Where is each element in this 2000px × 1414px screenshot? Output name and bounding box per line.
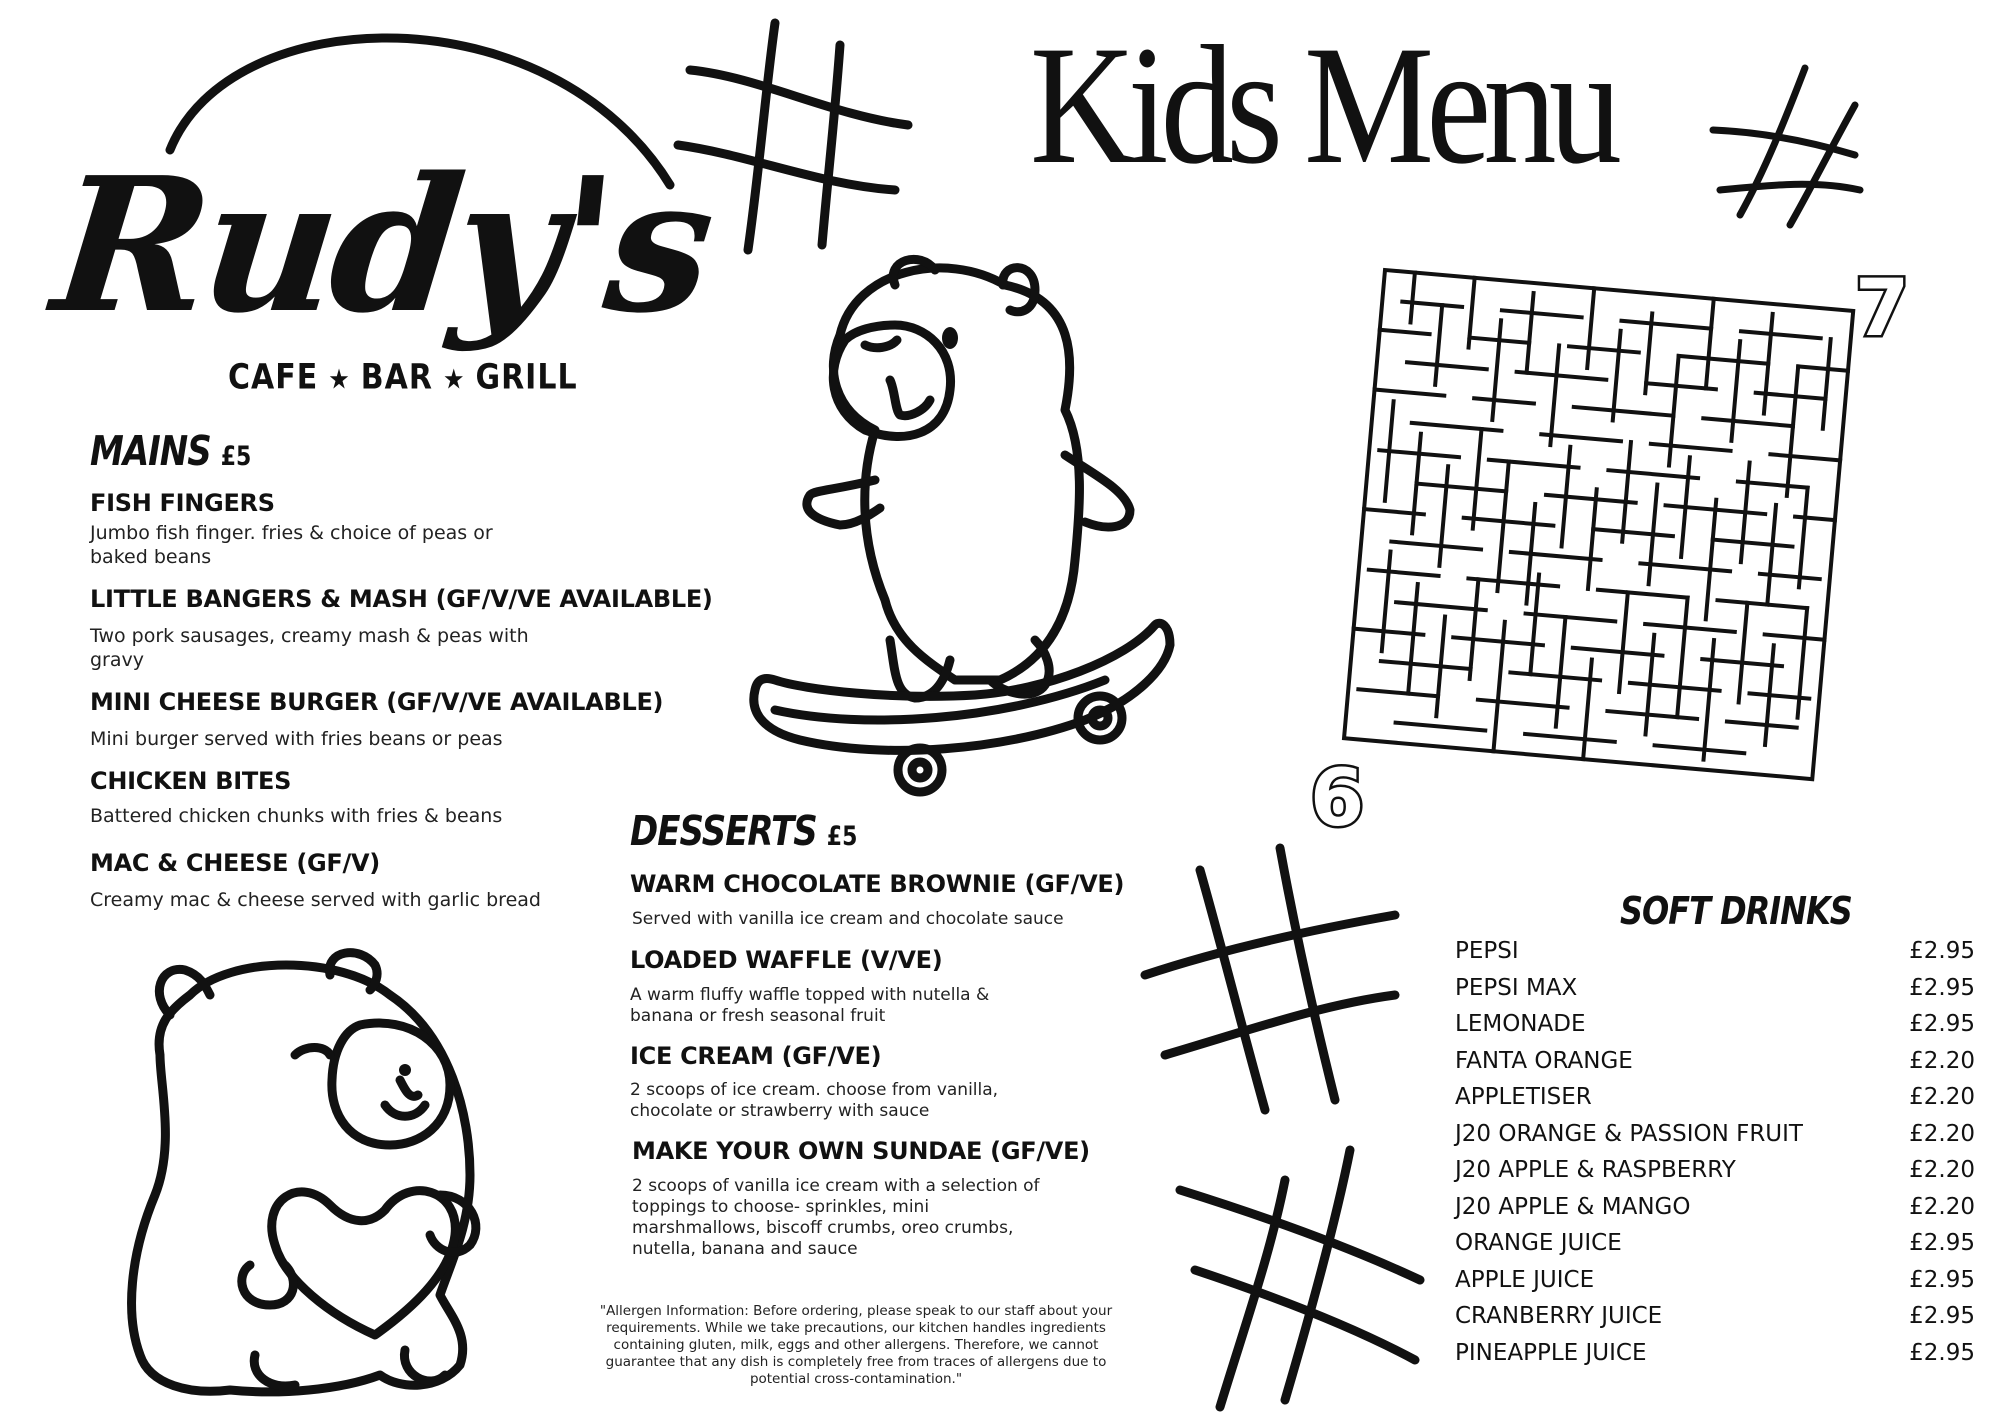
drink-name: ORANGE JUICE [1455,1230,1622,1256]
desserts-heading [630,808,857,856]
drink-row [1455,1340,1975,1377]
drink-row [1455,1084,1975,1121]
rudys-logo [44,20,718,354]
mains-heading-text: MAINS [90,428,211,476]
drink-name: APPLE JUICE [1455,1266,1595,1293]
desserts-price: £5 [826,822,858,853]
drink-row [1455,1157,1975,1194]
rudys-logo-lettering [40,136,720,353]
drink-name: J20 ORANGE & PASSION FRUIT [1455,1120,1803,1147]
tagline-cafe: CAFE [228,357,319,398]
mains-item-desc: Battered chicken chunks with fries & beans [90,805,503,827]
maze-puzzle[interactable] [1295,245,1935,844]
maze-start-label: 6 [1310,754,1365,844]
drink-price: £2.95 [1909,1339,1975,1366]
page-title: Kids Menu [1030,11,1615,199]
drink-name: PEPSI MAX [1455,974,1578,1001]
drink-price: £2.95 [1909,1011,1975,1037]
mains-heading [90,428,251,476]
drink-price: £2.95 [1909,974,1975,1001]
mains-item-desc: Jumbo fish finger. fries & choice of peas or baked beans [90,522,493,568]
drink-row [1455,1303,1975,1340]
drink-row [1455,1121,1975,1158]
drink-name: J20 APPLE & MANGO [1455,1193,1691,1220]
tic-tac-toe-grid-icon [1140,840,1400,1120]
drink-price: £2.95 [1909,1230,1975,1256]
drink-name: FANTA ORANGE [1455,1047,1633,1074]
drink-name: LEMONADE [1455,1011,1586,1037]
dessert-item-name: LOADED WAFFLE (V/VE) [630,946,943,974]
drink-row [1455,1267,1975,1304]
mains-price: £5 [220,442,252,473]
allergen-notice: "Allergen Information: Before ordering, please speak to our staff about your requirements. While we take precautions, our kitchen handles ingredients containing gluten, milk, eggs and other allergens. Therefore, we cannot guarantee that any dish is completely free from traces of allergens due to potential cross-contamination." [599,1303,1113,1387]
tic-tac-toe-grid-icon [1705,60,1865,230]
mains-item-name: CHICKEN BITES [90,767,292,795]
drink-price: £2.20 [1909,1047,1975,1074]
dessert-item-desc: Served with vanilla ice cream and chocolate sauce [632,909,1064,929]
drink-price: £2.20 [1909,1157,1975,1183]
drink-row [1455,1048,1975,1085]
mains-item-name: MAC & CHEESE (GF/V) [90,849,380,877]
drink-row [1455,1011,1975,1048]
mains-item-name: MINI CHEESE BURGER (GF/V/VE AVAILABLE) [90,688,664,716]
mains-item-name: LITTLE BANGERS & MASH (GF/V/VE AVAILABLE) [90,585,713,613]
drink-price: £2.20 [1909,1193,1975,1220]
drink-row [1455,975,1975,1012]
drink-name: PINEAPPLE JUICE [1455,1339,1647,1366]
star-icon: ★ [442,363,466,396]
tagline-grill: GRILL [475,357,578,398]
tic-tac-toe-grid-icon [670,15,910,265]
dessert-item-desc: 2 scoops of vanilla ice cream with a selection of toppings to choose- sprinkles, mini marshmallows, biscoff crumbs, oreo crumbs, nutella, banana and sauce [632,1176,1040,1259]
drink-name: CRANBERRY JUICE [1455,1303,1663,1329]
dessert-item-desc: A warm fluffy waffle topped with nutella & banana or fresh seasonal fruit [630,985,990,1026]
tagline-bar: BAR [360,357,433,398]
drink-row [1455,938,1975,975]
maze-end-label: 7 [1855,264,1910,354]
mains-item-name: FISH FINGERS [90,489,275,517]
dessert-item-desc: 2 scoops of ice cream. choose from vanilla, chocolate or strawberry with sauce [630,1080,999,1121]
dessert-item-name: MAKE YOUR OWN SUNDAE (GF/VE) [632,1137,1090,1165]
logo-wordmark: Rudy's [44,136,718,354]
drink-price: £2.95 [1909,1303,1975,1329]
drink-price: £2.20 [1909,1120,1975,1147]
star-icon: ★ [328,363,351,396]
drink-name: APPLETISER [1455,1084,1592,1110]
desserts-heading-text: DESSERTS [630,808,817,856]
soft-drinks-list [1455,938,1975,1376]
tic-tac-toe-grid-icon [1175,1145,1425,1410]
mains-item-desc: Two pork sausages, creamy mash & peas with gravy [90,625,529,671]
drink-price: £2.95 [1909,938,1975,964]
logo-tagline [228,357,578,398]
dessert-item-name: ICE CREAM (GF/VE) [630,1042,882,1070]
drink-row [1455,1194,1975,1231]
mains-item-desc: Mini burger served with fries beans or peas [90,728,503,750]
capybara-skateboard-illustration [745,240,1175,800]
dessert-item-name: WARM CHOCOLATE BROWNIE (GF/VE) [630,870,1125,898]
drink-name: PEPSI [1455,938,1519,964]
mains-item-desc: Creamy mac & cheese served with garlic bread [90,889,541,911]
capybara-heart-illustration [100,935,500,1405]
drink-price: £2.95 [1909,1266,1975,1293]
drink-price: £2.20 [1909,1084,1975,1110]
drink-name: J20 APPLE & RASPBERRY [1455,1157,1736,1183]
soft-drinks-heading: SOFT DRINKS [1620,888,1852,934]
drink-row [1455,1230,1975,1267]
